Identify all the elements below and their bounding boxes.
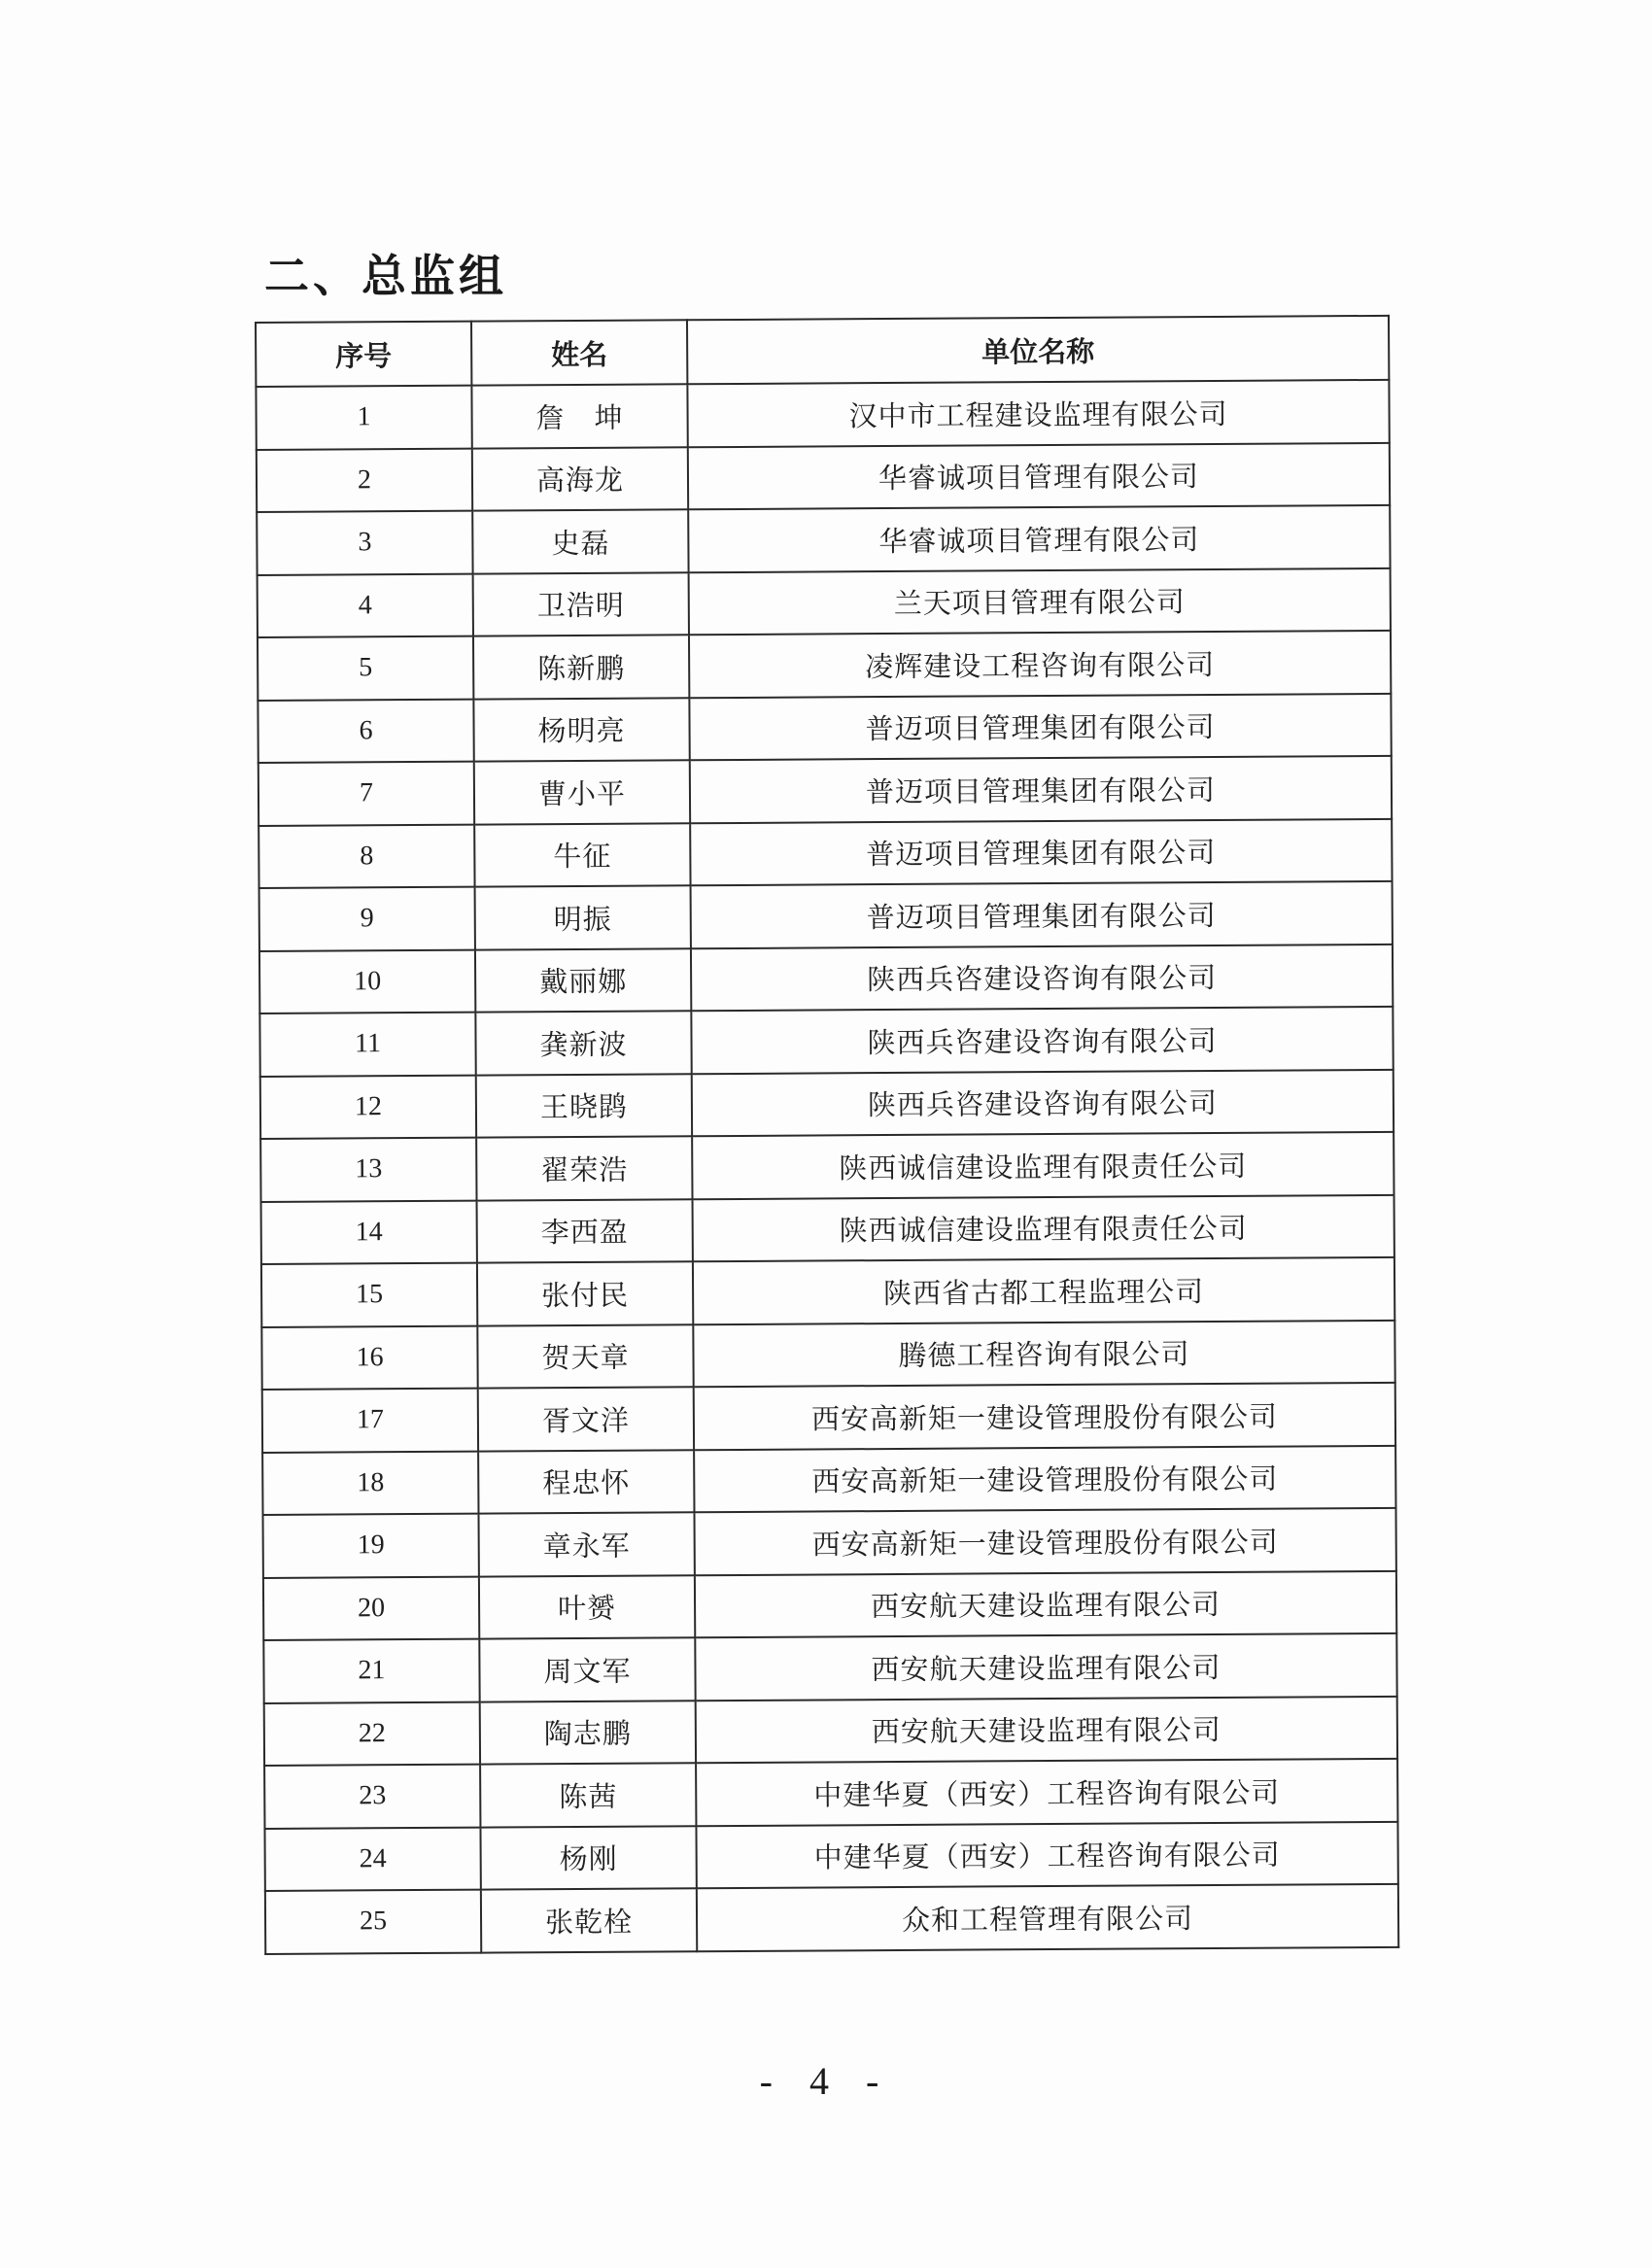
row-org: 陕西省古都工程监理公司 xyxy=(693,1257,1394,1324)
row-org: 普迈项目管理集团有限公司 xyxy=(689,693,1391,760)
row-index: 17 xyxy=(262,1389,478,1453)
row-org: 陕西兵咨建设咨询有限公司 xyxy=(691,1007,1393,1074)
row-org: 兰天项目管理有限公司 xyxy=(689,567,1391,635)
row-index: 9 xyxy=(259,887,475,951)
row-org: 汉中市工程建设监理有限公司 xyxy=(687,380,1389,447)
row-index: 2 xyxy=(257,448,472,512)
row-org: 华睿诚项目管理有限公司 xyxy=(688,442,1390,509)
table-body xyxy=(256,380,1398,1954)
row-org: 普迈项目管理集团有限公司 xyxy=(691,881,1393,948)
row-org: 中建华夏（西安）工程咨询有限公司 xyxy=(696,1759,1397,1826)
table-row xyxy=(260,1132,1394,1202)
table-row xyxy=(263,1508,1396,1578)
table-row xyxy=(258,693,1391,763)
row-index: 10 xyxy=(259,949,475,1014)
row-name: 张乾栓 xyxy=(481,1888,697,1952)
header-index: 序号 xyxy=(256,322,471,387)
row-org: 西安航天建设监理有限公司 xyxy=(695,1633,1396,1701)
row-index: 25 xyxy=(265,1890,481,1954)
table-row xyxy=(261,1320,1394,1390)
row-name: 牛征 xyxy=(474,823,690,887)
row-index: 1 xyxy=(256,386,471,450)
table-row xyxy=(259,944,1393,1014)
row-name: 明振 xyxy=(475,885,691,949)
section-title: 二、总监组 xyxy=(264,250,507,302)
row-name: 戴丽娜 xyxy=(475,948,691,1013)
row-name: 陶志鹏 xyxy=(480,1701,696,1765)
row-org: 腾德工程咨询有限公司 xyxy=(693,1320,1394,1387)
row-name: 龚新波 xyxy=(475,1011,691,1075)
row-name: 胥文洋 xyxy=(478,1387,694,1451)
row-name: 高海龙 xyxy=(472,447,688,511)
table-row xyxy=(257,442,1390,512)
row-index: 12 xyxy=(260,1075,476,1139)
table-row xyxy=(263,1633,1396,1703)
row-org: 陕西诚信建设监理有限责任公司 xyxy=(692,1132,1394,1199)
row-name: 周文军 xyxy=(479,1637,695,1701)
row-org: 西安航天建设监理有限公司 xyxy=(695,1570,1396,1637)
table-row xyxy=(256,380,1389,450)
row-name: 叶赟 xyxy=(479,1575,695,1639)
row-org: 陕西兵咨建设咨询有限公司 xyxy=(691,944,1393,1011)
row-name: 杨刚 xyxy=(480,1826,696,1890)
table-row xyxy=(263,1570,1396,1640)
row-name: 张付民 xyxy=(477,1261,693,1325)
row-org: 普迈项目管理集团有限公司 xyxy=(690,818,1392,885)
row-index: 7 xyxy=(258,762,474,826)
header-name: 姓名 xyxy=(471,320,687,385)
row-name: 陈茜 xyxy=(480,1763,696,1827)
row-org: 西安高新矩一建设管理股份有限公司 xyxy=(694,1508,1395,1575)
row-name: 程忠怀 xyxy=(478,1450,694,1514)
table-row xyxy=(265,1884,1398,1954)
row-index: 15 xyxy=(261,1263,477,1327)
row-name: 翟荣浩 xyxy=(476,1136,692,1200)
row-name: 卫浩明 xyxy=(473,572,689,636)
table-row xyxy=(258,818,1392,888)
row-org: 普迈项目管理集团有限公司 xyxy=(690,756,1392,823)
row-name: 王晓鹍 xyxy=(476,1074,692,1138)
row-index: 6 xyxy=(258,699,473,763)
row-org: 西安高新矩一建设管理股份有限公司 xyxy=(694,1383,1395,1450)
table-row xyxy=(259,881,1393,951)
table-row xyxy=(261,1194,1394,1264)
row-name: 史磊 xyxy=(472,509,688,573)
row-org: 西安高新矩一建设管理股份有限公司 xyxy=(694,1445,1395,1512)
row-org: 中建华夏（西安）工程咨询有限公司 xyxy=(696,1821,1397,1888)
row-index: 22 xyxy=(264,1701,480,1766)
row-index: 24 xyxy=(264,1827,480,1891)
row-index: 4 xyxy=(258,573,473,637)
row-index: 16 xyxy=(261,1325,477,1390)
table-header-row xyxy=(256,316,1389,387)
table-row xyxy=(264,1821,1397,1891)
row-org: 陕西诚信建设监理有限责任公司 xyxy=(693,1194,1394,1261)
table-row xyxy=(259,1007,1393,1077)
table-row xyxy=(258,756,1392,826)
row-name: 杨明亮 xyxy=(473,698,689,762)
row-index: 8 xyxy=(258,824,474,888)
row-name: 陈新鹏 xyxy=(473,635,689,699)
table-row xyxy=(264,1759,1397,1829)
table-row xyxy=(264,1696,1397,1766)
row-index: 5 xyxy=(258,636,473,701)
roster-table xyxy=(255,315,1399,1955)
row-name: 詹 坤 xyxy=(471,384,687,448)
table-container xyxy=(255,315,1397,1955)
table-row xyxy=(258,631,1391,701)
table-row xyxy=(258,567,1391,637)
row-name: 李西盈 xyxy=(477,1199,693,1263)
row-name: 曹小平 xyxy=(474,760,690,824)
row-index: 14 xyxy=(261,1200,477,1264)
row-org: 西安航天建设监理有限公司 xyxy=(696,1696,1397,1763)
table-row xyxy=(262,1383,1395,1453)
row-name: 章永军 xyxy=(478,1512,694,1576)
row-index: 3 xyxy=(257,511,472,575)
table-row xyxy=(260,1069,1394,1139)
row-index: 20 xyxy=(263,1576,479,1640)
row-org: 陕西兵咨建设咨询有限公司 xyxy=(692,1069,1394,1136)
row-index: 21 xyxy=(263,1639,479,1703)
row-org: 凌辉建设工程咨询有限公司 xyxy=(689,631,1391,698)
table-row xyxy=(257,505,1390,575)
row-org: 众和工程管理有限公司 xyxy=(697,1884,1398,1951)
row-index: 18 xyxy=(262,1451,478,1515)
row-name: 贺天章 xyxy=(477,1324,693,1389)
row-index: 19 xyxy=(263,1514,479,1578)
row-index: 13 xyxy=(260,1138,476,1202)
row-org: 华睿诚项目管理有限公司 xyxy=(688,505,1390,572)
page-number: - 4 - xyxy=(759,2059,893,2103)
header-org: 单位名称 xyxy=(687,316,1389,384)
table-row xyxy=(261,1257,1394,1327)
table-row xyxy=(262,1445,1395,1515)
row-index: 23 xyxy=(264,1765,480,1829)
row-index: 11 xyxy=(259,1013,475,1077)
